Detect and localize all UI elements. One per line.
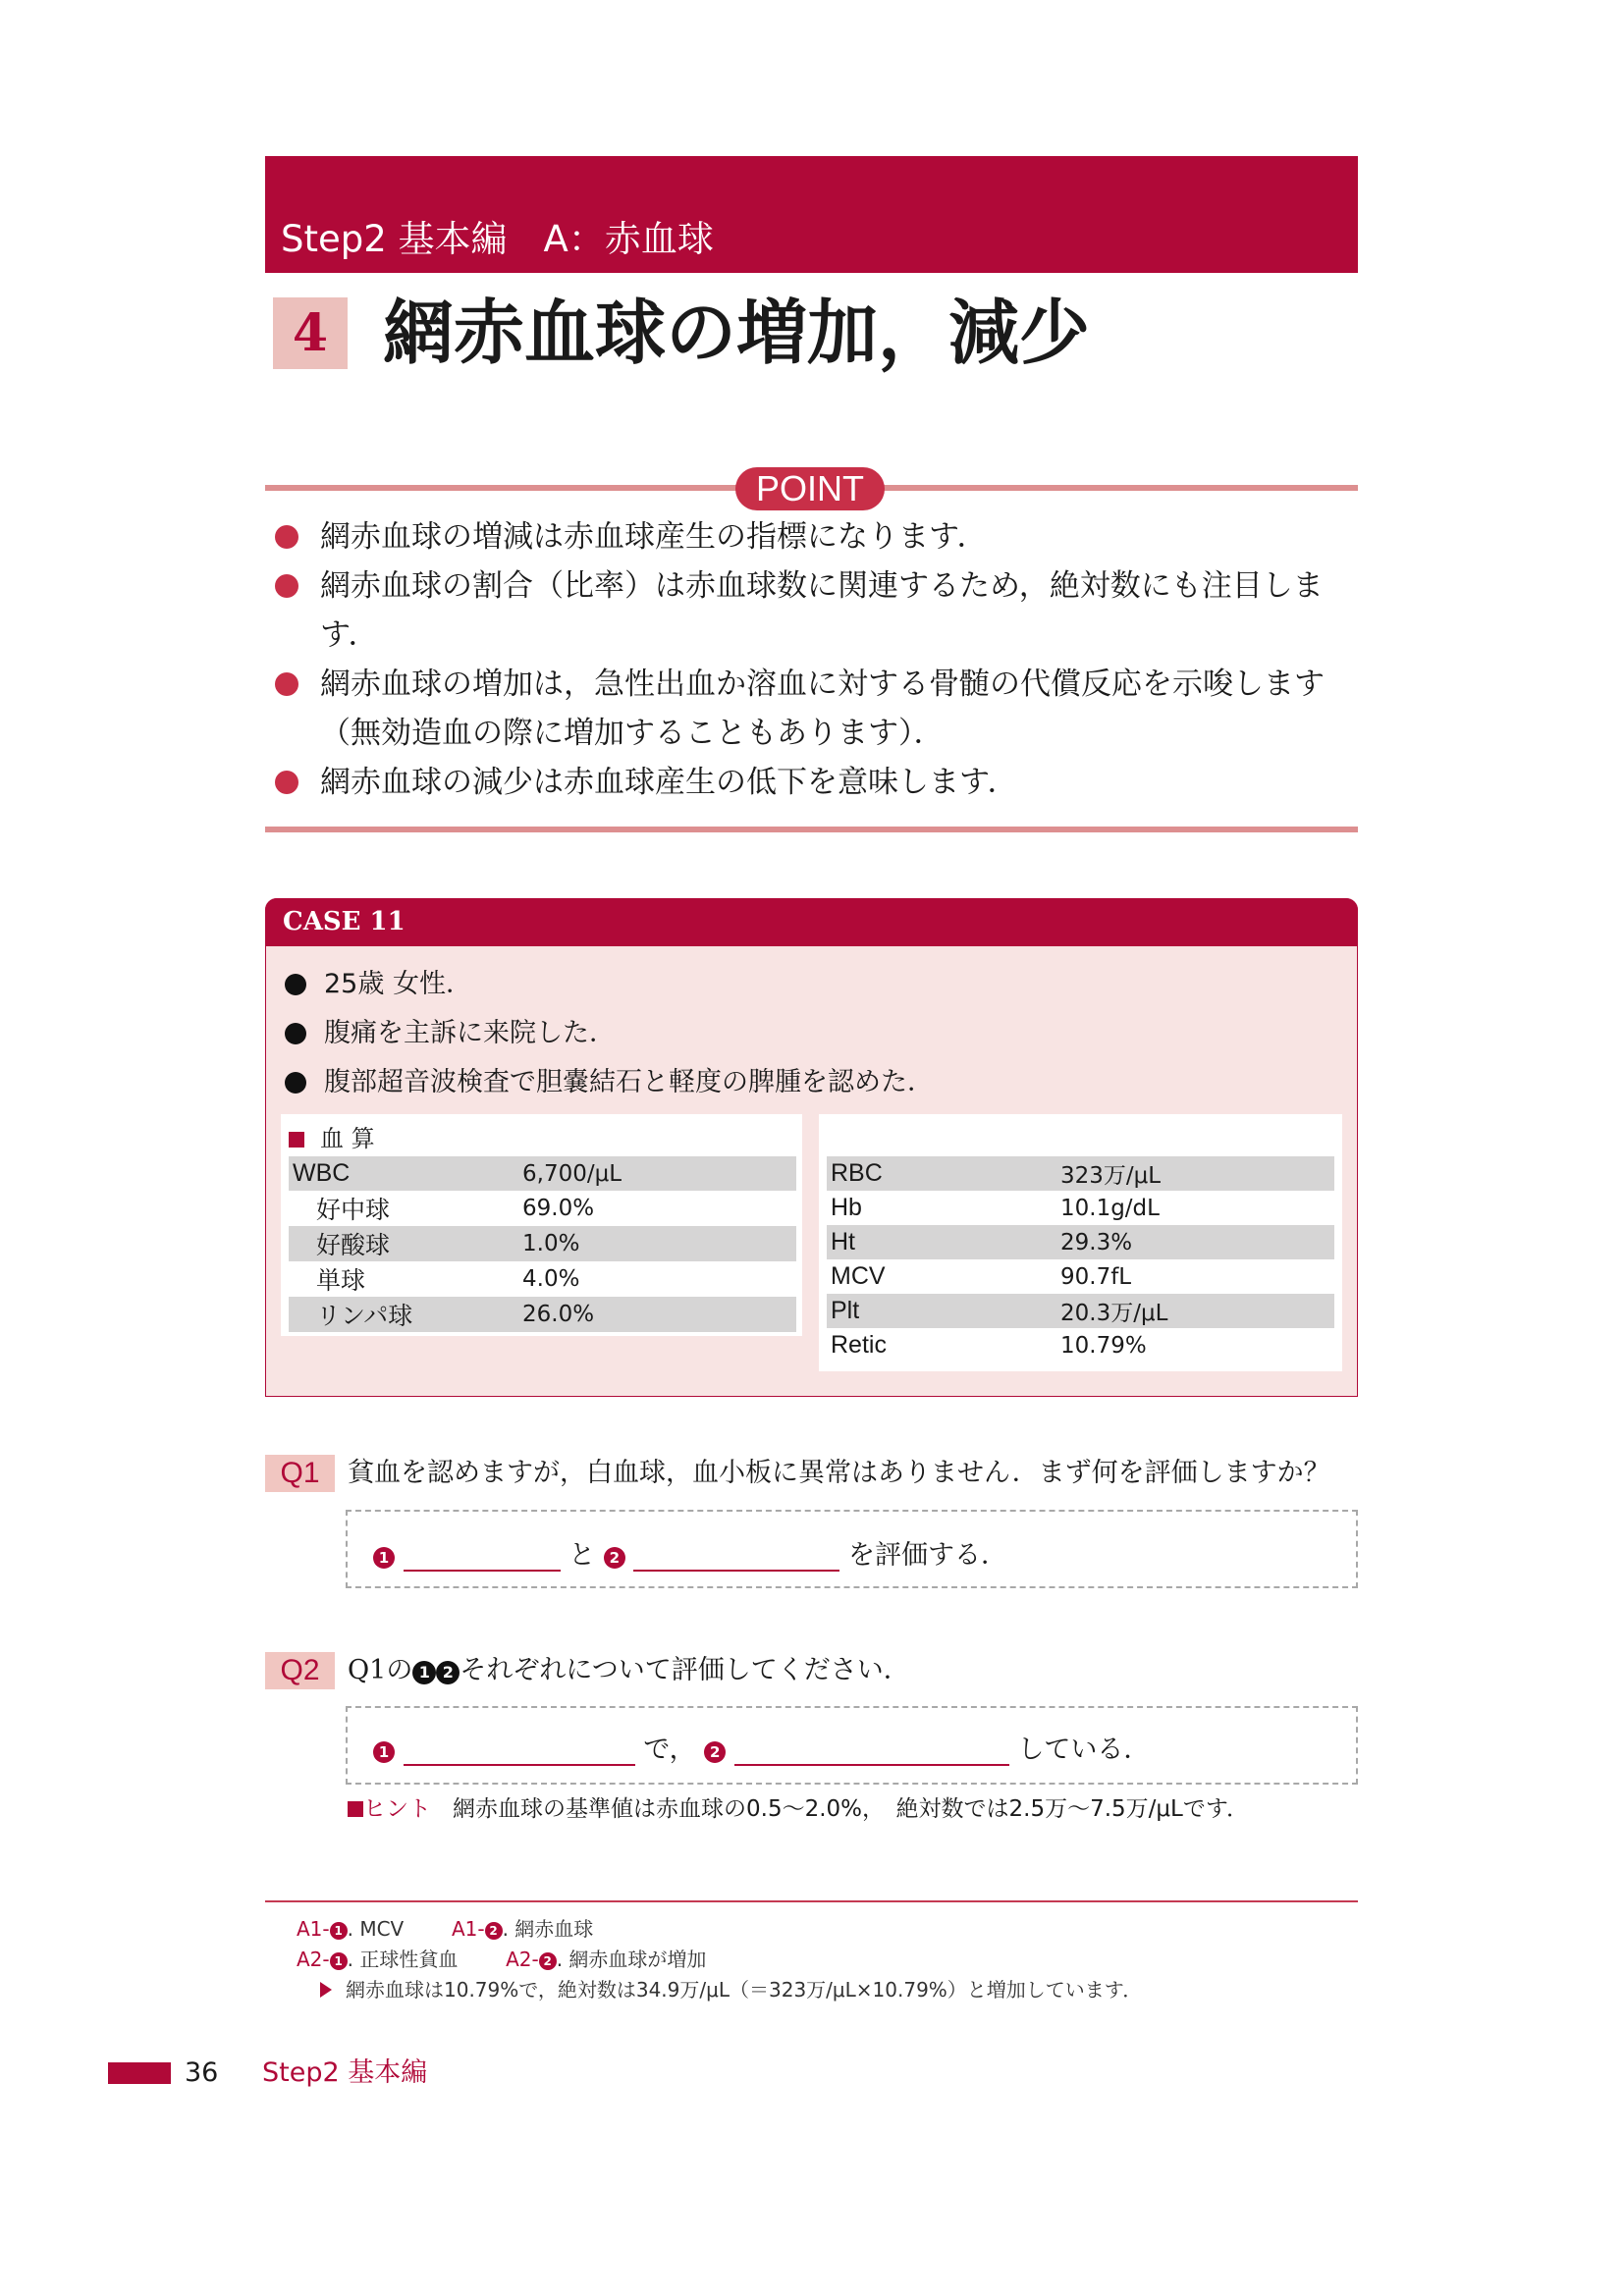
- table-row: 単球 4.0%: [316, 1266, 580, 1295]
- case-list: [279, 960, 934, 1107]
- circled-number-2: 2: [436, 1661, 460, 1684]
- case-title: CASE 11: [265, 898, 1358, 946]
- q1-blank-2[interactable]: [633, 1544, 839, 1572]
- chapter-number: 4: [273, 297, 348, 369]
- circled-number-2: 2: [604, 1547, 625, 1569]
- circled-number-2: 2: [539, 1952, 557, 1970]
- circled-number-1: 1: [330, 1952, 348, 1970]
- lab-table-left: [289, 1156, 796, 1332]
- bullet-icon: [285, 1072, 306, 1094]
- answer-note: 網赤血球は10.79%で，絶対数は34.9万/μL（＝323万/μL×10.79%）と増加しています．: [297, 1975, 1142, 2005]
- footer-section: Step2 基本編: [262, 2057, 428, 2088]
- point-rule-bottom: [265, 827, 1358, 832]
- page-number: 36: [185, 2057, 219, 2088]
- table-row: 好酸球 1.0%: [289, 1226, 796, 1261]
- circled-number-1: 1: [412, 1661, 436, 1684]
- table-row: リンパ球 26.0%: [289, 1297, 796, 1332]
- bullet-icon: [275, 771, 298, 794]
- chapter-title: 網赤血球の増加，減少: [383, 292, 1091, 374]
- answer-separator: [265, 1900, 1358, 1902]
- circled-number-1: 1: [373, 1547, 395, 1569]
- q2-blank-1[interactable]: [404, 1738, 635, 1766]
- table-row: MCV 90.7fL: [831, 1262, 1132, 1290]
- case-item: 腹部超音波検査で胆嚢結石と軽度の脾腫を認めた．: [279, 1058, 934, 1107]
- point-item: 網赤血球の増加は，急性出血か溶血に対する骨髄の代償反応を示唆します: [273, 660, 1358, 709]
- table-row: Hb 10.1g/dL: [831, 1194, 1160, 1221]
- square-icon: [289, 1132, 304, 1148]
- cbc-title: 血 算: [289, 1122, 375, 1155]
- table-row: 好中球 69.0%: [316, 1196, 595, 1224]
- table-row: Retic 10.79%: [831, 1331, 1147, 1359]
- q1-badge: Q1: [265, 1455, 335, 1492]
- bullet-icon: [275, 574, 298, 598]
- table-row: Ht 29.3%: [827, 1225, 1334, 1259]
- circled-number-2: 2: [704, 1741, 726, 1763]
- point-item: 網赤血球の減少は赤血球産生の低下を意味します．: [273, 758, 1358, 807]
- case-item: 25歳 女性．: [279, 960, 934, 1009]
- table-row: WBC 6,700/μL: [289, 1156, 796, 1191]
- point-item: 網赤血球の増減は赤血球産生の指標になります．: [273, 512, 1358, 561]
- q2-answer-line: 1 で， 2 している．: [373, 1728, 1150, 1766]
- point-rule-left: [265, 485, 736, 491]
- q1-blank-1[interactable]: [404, 1544, 561, 1572]
- point-item-continued: す．: [320, 617, 379, 653]
- q1-text: 貧血を認めますが，白血球，血小板に異常はありません．まず何を評価しますか？: [348, 1458, 1330, 1488]
- circled-number-1: 1: [373, 1741, 395, 1763]
- triangle-icon: [320, 1982, 332, 1998]
- q2-text: Q1の 1 2 それぞれについて評価してください．: [348, 1655, 910, 1685]
- hint: ヒント 網赤血球の基準値は赤血球の0.5～2.0%， 絶対数では2.5万～7.5万/μLです．: [348, 1792, 1249, 1826]
- table-row: RBC 323万/μL: [827, 1156, 1334, 1191]
- q2-blank-2[interactable]: [734, 1738, 1009, 1766]
- point-rule-right: [884, 485, 1358, 491]
- point-item-continued: （無効造血の際に増加することもあります）．: [320, 716, 945, 751]
- square-icon: [348, 1801, 363, 1817]
- q2-badge: Q2: [265, 1652, 335, 1689]
- answer-row-1: A1- 1 . MCV A1- 2 . 網赤血球: [297, 1917, 594, 1941]
- answer-row-2: A2- 1 . 正球性貧血 A2- 2 . 網赤血球が増加: [297, 1948, 707, 1971]
- bullet-icon: [285, 974, 306, 995]
- lab-table-right: [827, 1156, 1334, 1362]
- circled-number-2: 2: [485, 1922, 503, 1940]
- q1-answer-line: 1 と 2 を評価する．: [373, 1533, 1007, 1572]
- case-item: 腹痛を主訴に来院した．: [279, 1009, 934, 1058]
- circled-number-1: 1: [330, 1922, 348, 1940]
- table-row: Plt 20.3万/μL: [827, 1294, 1334, 1328]
- point-item: 網赤血球の割合（比率）は赤血球数に関連するため，絶対数にも注目しま: [273, 561, 1358, 611]
- point-list: [273, 512, 1358, 807]
- bullet-icon: [275, 672, 298, 696]
- footer-bar: [108, 2062, 171, 2084]
- bullet-icon: [275, 525, 298, 549]
- answer-area: [297, 1914, 1142, 2005]
- bullet-icon: [285, 1023, 306, 1044]
- section-heading: Step2 基本編 A：赤血球: [281, 218, 714, 260]
- point-badge: POINT: [735, 467, 885, 510]
